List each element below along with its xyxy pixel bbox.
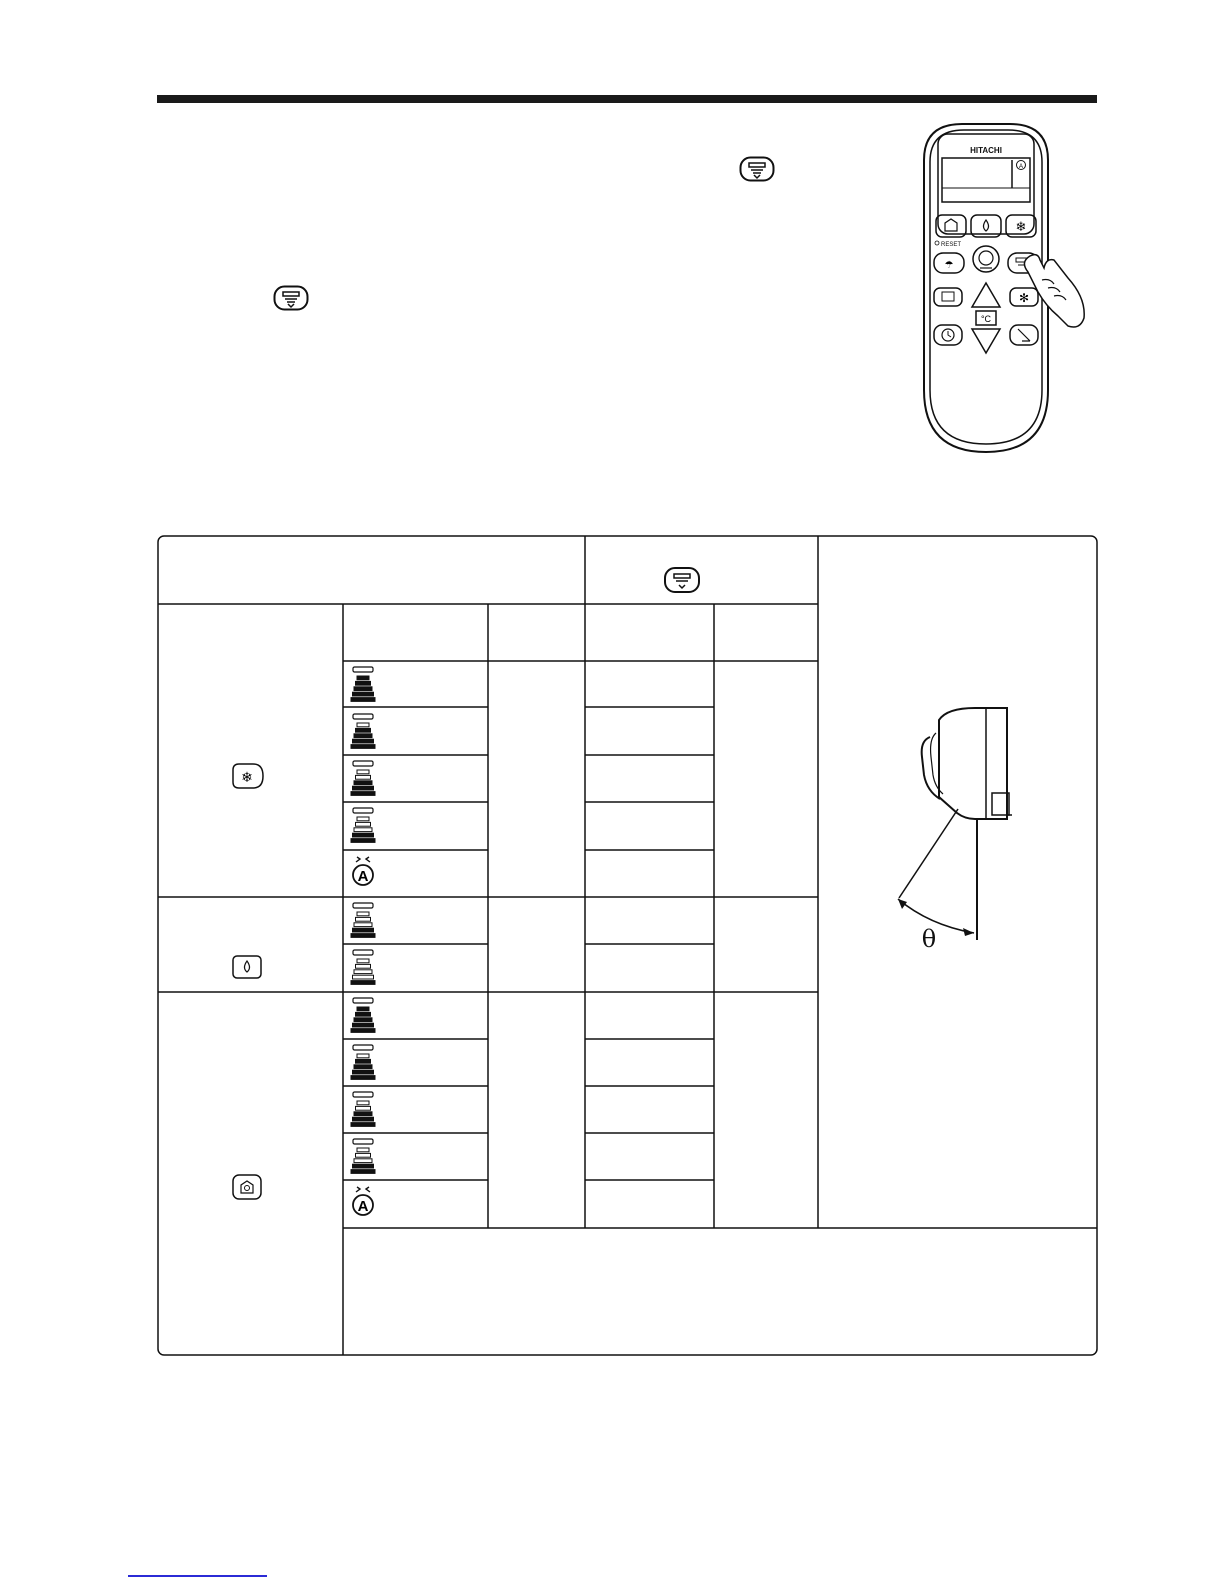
dehumidify-icon xyxy=(233,956,261,978)
louver-level-2-icon xyxy=(351,714,375,748)
louver-level-4-icon xyxy=(351,808,375,842)
cool-snowflake-icon xyxy=(233,764,263,788)
auto-swing-icon xyxy=(353,857,373,885)
louver-level-3-icon xyxy=(351,1092,375,1126)
louver-level-4-icon xyxy=(351,1139,375,1173)
auto-swing-icon xyxy=(353,1187,373,1215)
louver-level-3-icon xyxy=(351,761,375,795)
louver-button-icon xyxy=(273,285,309,311)
louver-level-5-icon xyxy=(351,950,375,984)
angle-theta-label: θ xyxy=(921,925,937,953)
reset-label: RESET xyxy=(941,242,962,248)
footer-link-underline xyxy=(128,1575,267,1577)
header-rule xyxy=(157,95,1097,103)
svg-text:❄: ❄ xyxy=(241,770,253,786)
auto-mode-icon xyxy=(233,1175,261,1199)
svg-text:❄: ❄ xyxy=(1015,220,1027,235)
remote-brand-label: HITACHI xyxy=(970,146,1002,155)
svg-text:°C: °C xyxy=(980,314,992,324)
louver-button-icon xyxy=(739,156,775,182)
louver-level-4-icon xyxy=(351,903,375,937)
remote-control-illustration xyxy=(918,120,1093,460)
indoor-unit-profile-diagram xyxy=(898,708,1012,940)
louver-level-2-icon xyxy=(351,1045,375,1079)
svg-text:✻: ✻ xyxy=(1018,291,1030,305)
svg-text:A: A xyxy=(357,1198,369,1215)
svg-text:☂: ☂ xyxy=(944,260,954,271)
louver-level-1-icon xyxy=(351,998,375,1032)
louver-angle-table xyxy=(157,535,1098,1357)
svg-text:A: A xyxy=(357,868,369,885)
louver-level-1-icon xyxy=(351,667,375,701)
louver-button-icon xyxy=(665,568,699,592)
svg-text:A: A xyxy=(1018,164,1024,170)
